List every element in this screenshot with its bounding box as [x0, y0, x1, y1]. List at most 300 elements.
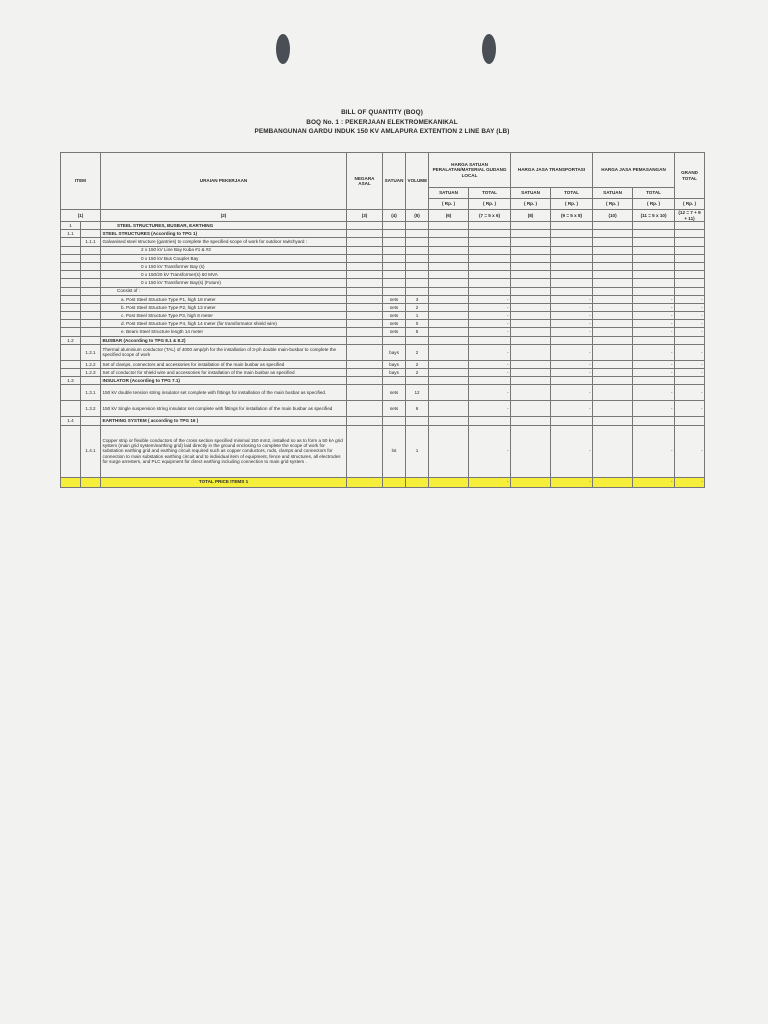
subheader-rp: ( Rp. )	[675, 199, 705, 210]
total-pemasangan-cell: -	[633, 477, 675, 487]
grand-total-cell	[675, 262, 705, 270]
item-number-cell	[81, 328, 101, 336]
pemasangan-satuan-cell	[593, 377, 633, 385]
item-number-cell	[61, 287, 81, 295]
table-row	[61, 295, 705, 303]
volume-cell	[406, 222, 429, 230]
negara-asal-cell	[347, 377, 383, 385]
pemasangan-satuan-cell	[593, 401, 633, 417]
item-number-cell	[81, 377, 101, 385]
transport-satuan-cell	[511, 303, 551, 311]
material-total-cell: -	[469, 303, 511, 311]
satuan-cell	[383, 230, 406, 238]
description-cell: Thermal aluminium conductor (TAL) of 4000 amp/ph for the installation of 3-ph double main-busbar to complete the specified scope of work	[101, 344, 347, 360]
pemasangan-satuan-cell	[593, 360, 633, 368]
negara-asal-cell	[347, 401, 383, 417]
description-cell: a. Post Steel Structure Type P1, high 18 meter	[101, 295, 347, 303]
material-total-cell	[469, 254, 511, 262]
negara-asal-cell	[347, 320, 383, 328]
subheader-rp: ( Rp. )	[593, 199, 633, 210]
pemasangan-total-cell	[633, 238, 675, 246]
total-grand-cell: -	[675, 477, 705, 487]
negara-asal-cell	[347, 328, 383, 336]
total-item-cell	[61, 477, 81, 487]
item-number-cell	[61, 246, 81, 254]
item-number-cell	[61, 312, 81, 320]
pemasangan-satuan-cell	[593, 312, 633, 320]
transport-satuan-cell	[511, 295, 551, 303]
material-total-cell	[469, 238, 511, 246]
volume-cell	[406, 254, 429, 262]
description-cell: 0 x 150 kV Transformer Bay(s) (Future)	[101, 279, 347, 287]
table-row	[61, 246, 705, 254]
grand-total-cell: -	[675, 303, 705, 311]
total-empty-cell	[383, 477, 406, 487]
transport-satuan-cell	[511, 254, 551, 262]
item-number-cell: 1.4.1	[81, 425, 101, 477]
material-total-cell	[469, 417, 511, 425]
description-cell: b. Post Steel Structure Type P2, high 13 meter	[101, 303, 347, 311]
material-satuan-cell	[429, 369, 469, 377]
index-cell: (8)	[511, 210, 551, 222]
item-number-cell	[61, 320, 81, 328]
table-row	[61, 262, 705, 270]
pemasangan-satuan-cell	[593, 271, 633, 279]
pemasangan-total-cell	[633, 417, 675, 425]
subheader-rp: ( Rp. )	[633, 199, 675, 210]
material-satuan-cell	[429, 417, 469, 425]
item-number-cell	[61, 360, 81, 368]
transport-satuan-cell	[511, 312, 551, 320]
total-material-cell: -	[469, 477, 511, 487]
transport-total-cell: -	[551, 369, 593, 377]
table-row	[61, 287, 705, 295]
volume-cell: 0	[406, 320, 429, 328]
volume-cell: 3	[406, 295, 429, 303]
pemasangan-total-cell: -	[633, 295, 675, 303]
transport-total-cell: -	[551, 360, 593, 368]
volume-cell: 2	[406, 360, 429, 368]
material-total-cell: -	[469, 369, 511, 377]
item-number-cell	[61, 262, 81, 270]
transport-satuan-cell	[511, 417, 551, 425]
transport-satuan-cell	[511, 287, 551, 295]
table-row	[61, 377, 705, 385]
header-item: ITEM	[61, 153, 101, 210]
transport-satuan-cell	[511, 377, 551, 385]
subheader-rp: ( Rp. )	[429, 199, 469, 210]
volume-cell	[406, 238, 429, 246]
pemasangan-satuan-cell	[593, 336, 633, 344]
negara-asal-cell	[347, 238, 383, 246]
pemasangan-satuan-cell	[593, 230, 633, 238]
volume-cell	[406, 287, 429, 295]
item-number-cell	[81, 287, 101, 295]
satuan-cell: sets	[383, 401, 406, 417]
material-total-cell: -	[469, 360, 511, 368]
transport-total-cell	[551, 238, 593, 246]
grand-total-cell: -	[675, 344, 705, 360]
satuan-cell	[383, 222, 406, 230]
pemasangan-satuan-cell	[593, 254, 633, 262]
material-total-cell: -	[469, 401, 511, 417]
material-satuan-cell	[429, 344, 469, 360]
grand-total-cell: -	[675, 320, 705, 328]
transport-total-cell	[551, 417, 593, 425]
pemasangan-satuan-cell	[593, 262, 633, 270]
boq-body	[61, 210, 705, 488]
transport-satuan-cell	[511, 385, 551, 401]
volume-cell: 2	[406, 303, 429, 311]
pemasangan-total-cell	[633, 262, 675, 270]
item-number-cell	[81, 246, 101, 254]
material-satuan-cell	[429, 303, 469, 311]
material-total-cell	[469, 246, 511, 254]
transport-satuan-cell	[511, 328, 551, 336]
transport-total-cell: -	[551, 320, 593, 328]
table-row	[61, 303, 705, 311]
table-row	[61, 369, 705, 377]
transport-satuan-cell	[511, 238, 551, 246]
table-row	[61, 344, 705, 360]
material-total-cell	[469, 222, 511, 230]
transport-total-cell: -	[551, 385, 593, 401]
pemasangan-satuan-cell	[593, 385, 633, 401]
transport-satuan-cell	[511, 320, 551, 328]
header-uraian: URAIAN PEKERJAAN	[101, 153, 347, 210]
item-number-cell	[81, 262, 101, 270]
pemasangan-satuan-cell	[593, 425, 633, 477]
pemasangan-total-cell	[633, 279, 675, 287]
description-cell: 150 kV Single suspension string insulator set complete with fittings for installation of the main busbar as specified	[101, 401, 347, 417]
transport-satuan-cell	[511, 262, 551, 270]
total-price-row	[61, 477, 705, 487]
satuan-cell: bays	[383, 344, 406, 360]
material-satuan-cell	[429, 328, 469, 336]
transport-total-cell	[551, 246, 593, 254]
column-index-row	[61, 210, 705, 222]
negara-asal-cell	[347, 287, 383, 295]
header-negara-asal: NEGARA ASAL	[347, 153, 383, 210]
index-cell: (6)	[429, 210, 469, 222]
subheader-total: TOTAL	[633, 188, 675, 199]
negara-asal-cell	[347, 369, 383, 377]
volume-cell	[406, 377, 429, 385]
satuan-cell: sets	[383, 385, 406, 401]
table-row	[61, 312, 705, 320]
pemasangan-total-cell	[633, 287, 675, 295]
index-cell: (10)	[593, 210, 633, 222]
grand-total-cell: -	[675, 425, 705, 477]
subheader-rp: ( Rp. )	[469, 199, 511, 210]
pemasangan-satuan-cell	[593, 222, 633, 230]
subheader-satuan: SATUAN	[593, 188, 633, 199]
index-cell: (9 = 5 x 8)	[551, 210, 593, 222]
material-satuan-cell	[429, 401, 469, 417]
transport-total-cell: -	[551, 401, 593, 417]
satuan-cell: bays	[383, 360, 406, 368]
volume-cell: 5	[406, 328, 429, 336]
grand-total-cell: -	[675, 360, 705, 368]
subheader-satuan: SATUAN	[429, 188, 469, 199]
negara-asal-cell	[347, 336, 383, 344]
item-number-cell: 1.3.1	[81, 385, 101, 401]
pemasangan-total-cell	[633, 254, 675, 262]
volume-cell: 6	[406, 401, 429, 417]
index-cell: (3)	[347, 210, 383, 222]
transport-total-cell: -	[551, 328, 593, 336]
material-total-cell: -	[469, 344, 511, 360]
volume-cell: 1	[406, 425, 429, 477]
grand-total-cell	[675, 271, 705, 279]
negara-asal-cell	[347, 344, 383, 360]
total-empty-cell	[511, 477, 551, 487]
grand-total-cell	[675, 336, 705, 344]
material-satuan-cell	[429, 336, 469, 344]
boq-table	[60, 152, 705, 488]
satuan-cell	[383, 279, 406, 287]
item-number-cell	[81, 312, 101, 320]
volume-cell	[406, 230, 429, 238]
index-cell: (12 = 7 + 9 + 11)	[675, 210, 705, 222]
pemasangan-total-cell	[633, 271, 675, 279]
index-cell: (2)	[101, 210, 347, 222]
title-line-3: PEMBANGUNAN GARDU INDUK 150 KV AMLAPURA EXTENTION 2 LINE BAY (LB)	[254, 128, 510, 136]
pemasangan-total-cell: -	[633, 303, 675, 311]
material-total-cell	[469, 271, 511, 279]
grand-total-cell: -	[675, 401, 705, 417]
transport-total-cell: -	[551, 344, 593, 360]
item-number-cell	[81, 254, 101, 262]
negara-asal-cell	[347, 222, 383, 230]
pemasangan-total-cell: -	[633, 401, 675, 417]
transport-total-cell: -	[551, 312, 593, 320]
grand-total-cell	[675, 222, 705, 230]
material-total-cell: -	[469, 295, 511, 303]
description-cell: BUSBAR (According to TPG 8.1 & 8.2)	[101, 336, 347, 344]
negara-asal-cell	[347, 279, 383, 287]
material-total-cell: -	[469, 328, 511, 336]
item-number-cell: 1.2.1	[81, 344, 101, 360]
item-number-cell: 1.2.2	[81, 360, 101, 368]
grand-total-cell	[675, 279, 705, 287]
index-cell: (5)	[406, 210, 429, 222]
negara-asal-cell	[347, 385, 383, 401]
transport-total-cell: -	[551, 425, 593, 477]
volume-cell: 2	[406, 344, 429, 360]
satuan-cell: bays	[383, 369, 406, 377]
satuan-cell: sets	[383, 328, 406, 336]
description-cell: Galvanised steel structure (gantries) to complete the specified scope of work for outdoor switchyard :	[101, 238, 347, 246]
pemasangan-total-cell	[633, 230, 675, 238]
pemasangan-total-cell: -	[633, 344, 675, 360]
transport-total-cell	[551, 262, 593, 270]
item-number-cell	[61, 328, 81, 336]
description-cell: Set of clamps, connectors and accessories for installation of the main busbar as specified	[101, 360, 347, 368]
material-satuan-cell	[429, 230, 469, 238]
material-total-cell	[469, 287, 511, 295]
item-number-cell	[61, 303, 81, 311]
subheader-rp: ( Rp. )	[551, 199, 593, 210]
description-cell: 2 x 150 kV Line Bay Kuba #1 & #2	[101, 246, 347, 254]
pemasangan-total-cell: -	[633, 385, 675, 401]
item-number-cell: 1.1	[61, 230, 81, 238]
material-satuan-cell	[429, 262, 469, 270]
table-row	[61, 401, 705, 417]
table-row	[61, 254, 705, 262]
material-total-cell: -	[469, 320, 511, 328]
grand-total-cell: -	[675, 385, 705, 401]
material-total-cell	[469, 336, 511, 344]
item-number-cell	[81, 222, 101, 230]
pemasangan-satuan-cell	[593, 417, 633, 425]
volume-cell: 12	[406, 385, 429, 401]
material-satuan-cell	[429, 271, 469, 279]
description-cell: EARTHING SYSTEM ( according to TPG 16 )	[101, 417, 347, 425]
header-harga-transport: HARGA JASA TRANSPORTASI	[511, 153, 593, 188]
item-number-cell: 1	[61, 222, 81, 230]
item-number-cell	[61, 295, 81, 303]
grand-total-cell: -	[675, 312, 705, 320]
item-number-cell: 1.2	[61, 336, 81, 344]
description-cell: 0 x 150 kV Bus Coupler Bay	[101, 254, 347, 262]
transport-total-cell	[551, 254, 593, 262]
material-satuan-cell	[429, 312, 469, 320]
grand-total-cell: -	[675, 369, 705, 377]
pemasangan-total-cell: -	[633, 369, 675, 377]
transport-satuan-cell	[511, 230, 551, 238]
satuan-cell: lot	[383, 425, 406, 477]
material-satuan-cell	[429, 222, 469, 230]
transport-total-cell	[551, 377, 593, 385]
material-total-cell	[469, 377, 511, 385]
volume-cell: 1	[406, 312, 429, 320]
pemasangan-satuan-cell	[593, 279, 633, 287]
subheader-satuan: SATUAN	[511, 188, 551, 199]
volume-cell	[406, 246, 429, 254]
satuan-cell: sets	[383, 312, 406, 320]
description-cell: d. Post Steel Structure Type P4, high 14 meter (for transformator shield wire)	[101, 320, 347, 328]
table-row	[61, 425, 705, 477]
table-row	[61, 230, 705, 238]
item-number-cell	[61, 425, 81, 477]
table-row	[61, 238, 705, 246]
negara-asal-cell	[347, 246, 383, 254]
pemasangan-total-cell: -	[633, 312, 675, 320]
pemasangan-total-cell: -	[633, 360, 675, 368]
material-total-cell	[469, 279, 511, 287]
transport-total-cell	[551, 271, 593, 279]
pemasangan-total-cell: -	[633, 320, 675, 328]
table-row	[61, 279, 705, 287]
table-row	[61, 320, 705, 328]
description-cell: Copper strip or flexible conductors of the cross section specified minimal 150 mm2, installed so as to form a 50 kA grid system (main grid system/earthing grid) laid directly in the ground enclosing to complete the scope of work for substation earthing grid and earthing circuit required such as copper conductors, rods, clamps and connectors for connection to main substation earthing circuit and to individual item of equipment, fence and structures, all electrodes for surge arresters, and PLC equipment for direct earthing including connection to main grid system .	[101, 425, 347, 477]
total-empty-cell	[429, 477, 469, 487]
satuan-cell	[383, 238, 406, 246]
pemasangan-total-cell	[633, 222, 675, 230]
volume-cell	[406, 271, 429, 279]
negara-asal-cell	[347, 295, 383, 303]
pemasangan-satuan-cell	[593, 238, 633, 246]
material-satuan-cell	[429, 279, 469, 287]
subheader-total: TOTAL	[551, 188, 593, 199]
transport-satuan-cell	[511, 369, 551, 377]
material-satuan-cell	[429, 254, 469, 262]
negara-asal-cell	[347, 254, 383, 262]
subheader-total: TOTAL	[469, 188, 511, 199]
item-number-cell	[81, 303, 101, 311]
pemasangan-satuan-cell	[593, 320, 633, 328]
pemasangan-total-cell	[633, 336, 675, 344]
satuan-cell	[383, 336, 406, 344]
item-number-cell: 1.4	[61, 417, 81, 425]
description-cell: INSULATOR (According to TPG 7.1)	[101, 377, 347, 385]
negara-asal-cell	[347, 360, 383, 368]
grand-total-cell	[675, 238, 705, 246]
transport-satuan-cell	[511, 246, 551, 254]
material-satuan-cell	[429, 238, 469, 246]
title-line-2: BOQ No. 1 : PEKERJAAN ELEKTROMEKANIKAL	[306, 118, 458, 126]
transport-satuan-cell	[511, 401, 551, 417]
material-satuan-cell	[429, 385, 469, 401]
index-cell: (11 = 5 x 10)	[633, 210, 675, 222]
item-number-cell	[81, 271, 101, 279]
pemasangan-total-cell	[633, 377, 675, 385]
material-satuan-cell	[429, 295, 469, 303]
negara-asal-cell	[347, 230, 383, 238]
transport-satuan-cell	[511, 279, 551, 287]
transport-total-cell	[551, 287, 593, 295]
punch-hole-left	[276, 34, 290, 64]
description-cell: Set of conductor for shield wire and accessories for installation of the main busbar as specified	[101, 369, 347, 377]
index-cell: (4)	[383, 210, 406, 222]
transport-total-cell	[551, 336, 593, 344]
satuan-cell: sets	[383, 320, 406, 328]
table-row	[61, 271, 705, 279]
transport-satuan-cell	[511, 336, 551, 344]
satuan-cell	[383, 262, 406, 270]
material-total-cell	[469, 262, 511, 270]
total-empty-cell	[593, 477, 633, 487]
item-number-cell	[81, 230, 101, 238]
description-cell: STEEL STRUCTURES, BUSBAR, EARTHING	[101, 222, 347, 230]
table-row	[61, 385, 705, 401]
description-cell: 0 x 150 kV Transformer Bay (s)	[101, 262, 347, 270]
item-number-cell	[81, 279, 101, 287]
item-number-cell	[61, 279, 81, 287]
transport-satuan-cell	[511, 222, 551, 230]
volume-cell: 2	[406, 369, 429, 377]
negara-asal-cell	[347, 271, 383, 279]
header-harga-pemasangan: HARGA JASA PEMASANGAN	[593, 153, 675, 188]
negara-asal-cell	[347, 303, 383, 311]
grand-total-cell	[675, 377, 705, 385]
material-total-cell: -	[469, 312, 511, 320]
volume-cell	[406, 417, 429, 425]
grand-total-cell	[675, 254, 705, 262]
item-number-cell	[61, 238, 81, 246]
satuan-cell: sets	[383, 303, 406, 311]
material-total-cell	[469, 230, 511, 238]
satuan-cell	[383, 417, 406, 425]
grand-total-cell	[675, 287, 705, 295]
transport-satuan-cell	[511, 425, 551, 477]
item-number-cell	[61, 369, 81, 377]
pemasangan-total-cell: -	[633, 425, 675, 477]
header-harga-material: HARGA SATUAN PERALATAN/MATERIAL GUDANG LOCAL	[429, 153, 511, 188]
transport-total-cell	[551, 279, 593, 287]
grand-total-cell: -	[675, 328, 705, 336]
